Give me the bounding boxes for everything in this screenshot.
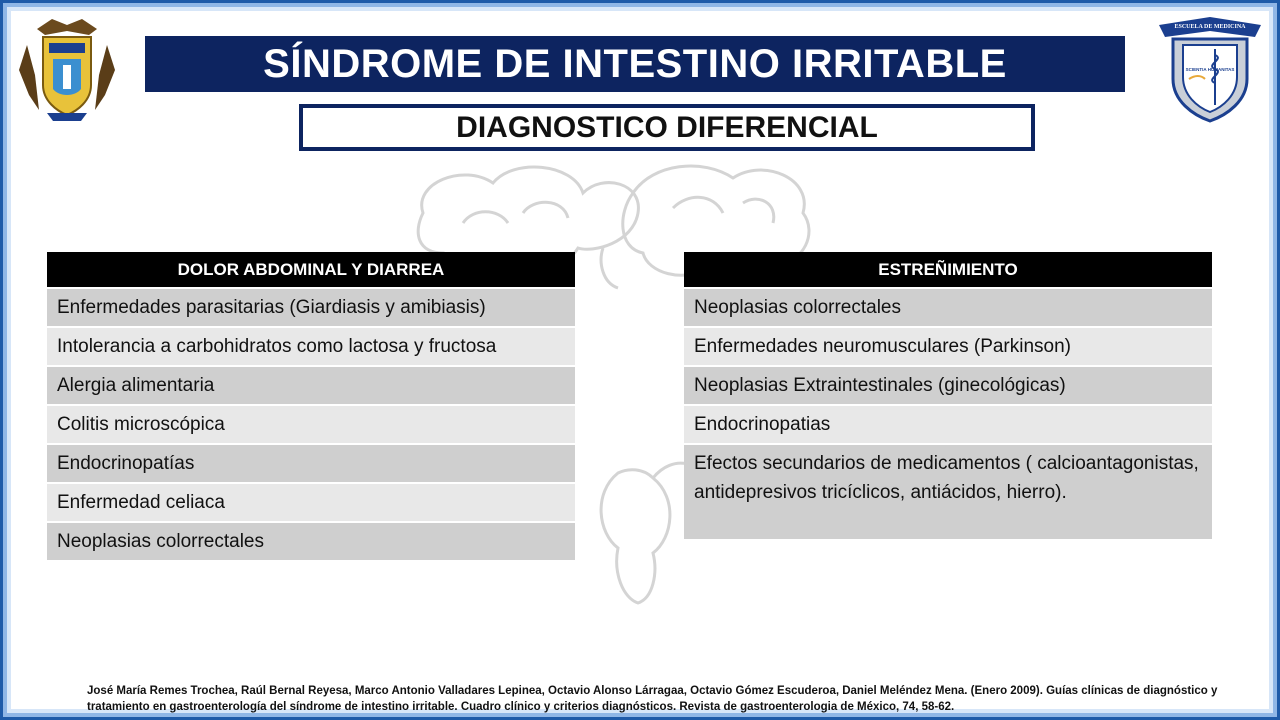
constipation-table-header: ESTREÑIMIENTO bbox=[684, 252, 1212, 289]
table-row: Colitis microscópica bbox=[47, 406, 575, 445]
citation: José María Remes Trochea, Raúl Bernal Reyesa, Marco Antonio Valladares Lepinea, Octavio Alonso Lárragaa, Octavio Gómez Escuderoa, Daniel Meléndez Mena. (Enero 2009). Guías clínicas de diagnóstico y tratamiento en gastroenterología del síndrome de intestino irritable. Cuadro clínico y criterios diagnósticos. Revista de gastroenterologia de México, 74, 58-62. bbox=[87, 685, 1218, 713]
table-row: Alergia alimentaria bbox=[47, 367, 575, 406]
table-row: Enfermedad celiaca bbox=[47, 484, 575, 523]
constipation-table bbox=[684, 252, 1212, 541]
table-row: Neoplasias colorrectales bbox=[47, 523, 575, 562]
table-row: Endocrinopatias bbox=[684, 406, 1212, 445]
table-row: Neoplasias Extraintestinales (ginecológicas) bbox=[684, 367, 1212, 406]
logo-right-text-3: SCIENTIA HUMANITAS bbox=[1185, 67, 1235, 72]
table-row: Enfermedades neuromusculares (Parkinson) bbox=[684, 328, 1212, 367]
table-row: Enfermedades parasitarias (Giardiasis y amibiasis) bbox=[47, 289, 575, 328]
diarrhea-table-header: DOLOR ABDOMINAL Y DIARREA bbox=[47, 252, 575, 289]
table-row: Endocrinopatías bbox=[47, 445, 575, 484]
coat-of-arms-logo bbox=[17, 15, 117, 123]
table-row: Neoplasias colorrectales bbox=[684, 289, 1212, 328]
escuela-de-medicina-logo bbox=[1155, 15, 1265, 123]
logo-right-text-2: UNIDAD NORTE bbox=[1194, 33, 1226, 38]
table-row: Intolerancia a carbohidratos como lactosa y fructosa bbox=[47, 328, 575, 367]
logo-right-text-1: ESCUELA DE MEDICINA bbox=[1174, 24, 1246, 30]
table-row: Efectos secundarios de medicamentos ( calcioantagonistas, antidepresivos tricíclicos, antiácidos, hierro). bbox=[684, 445, 1212, 541]
diarrhea-table bbox=[47, 252, 575, 562]
section-subtitle: DIAGNOSTICO DIFERENCIAL bbox=[299, 104, 1035, 151]
page-title: SÍNDROME DE INTESTINO IRRITABLE bbox=[145, 36, 1125, 92]
